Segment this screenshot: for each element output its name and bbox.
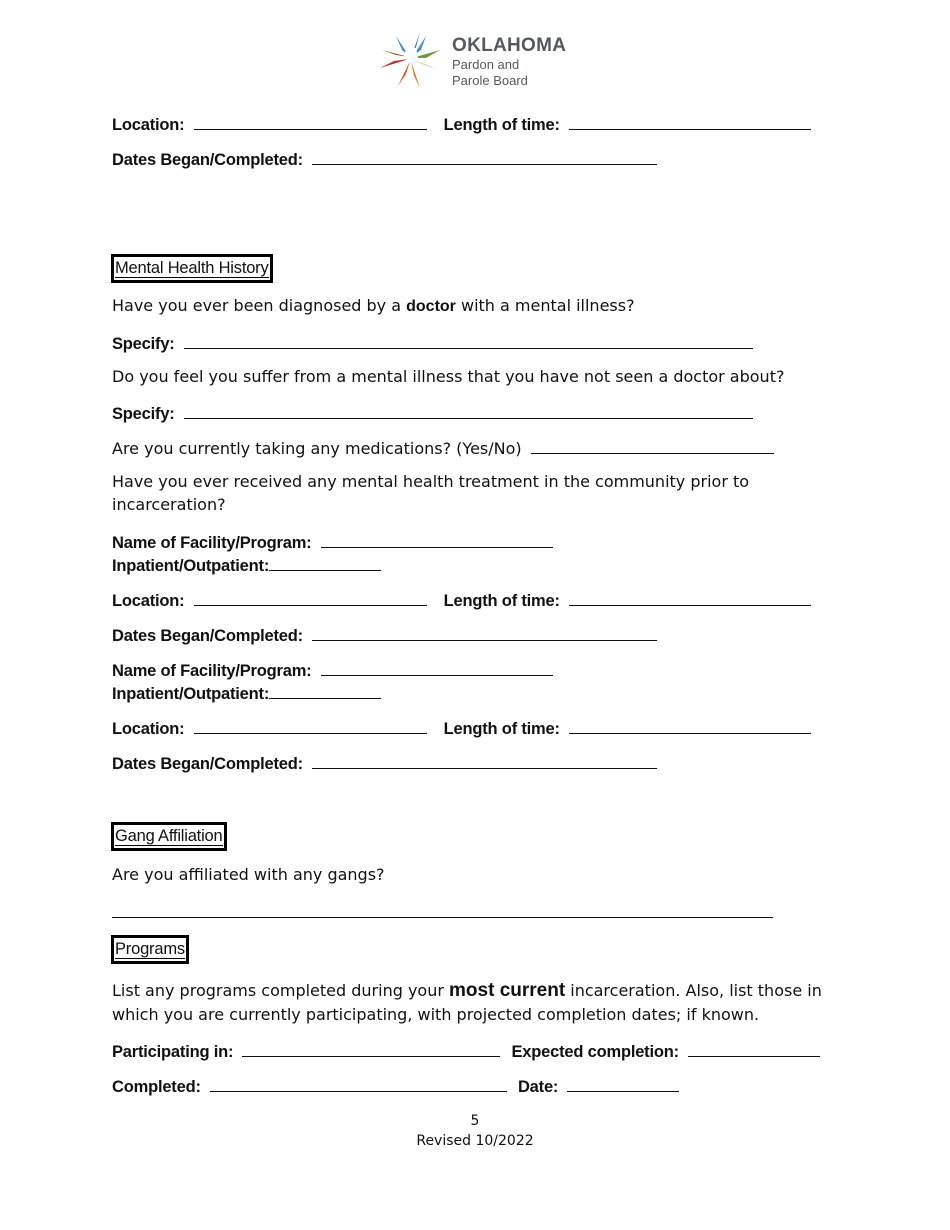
participating-row bbox=[112, 1040, 820, 1062]
length-field[interactable] bbox=[569, 113, 811, 130]
completed-row bbox=[112, 1075, 679, 1097]
specify-row-1 bbox=[112, 332, 753, 354]
treatment-question-line-2: incarceration? bbox=[112, 495, 226, 514]
dates-field-2[interactable] bbox=[312, 752, 657, 769]
length-label-2: Length of time: bbox=[443, 720, 560, 738]
location-field-2[interactable] bbox=[194, 717, 427, 734]
medications-field[interactable] bbox=[531, 437, 774, 454]
length-label: Length of time: bbox=[443, 592, 560, 610]
page-number: 5 bbox=[470, 1113, 480, 1129]
medications-question: Are you currently taking any medications? (Yes/No) bbox=[112, 439, 522, 458]
doctor-emphasis: doctor bbox=[406, 298, 456, 315]
inpatient-field-1[interactable] bbox=[269, 554, 381, 571]
participating-label: Participating in: bbox=[112, 1043, 234, 1061]
dates-row-2 bbox=[112, 752, 657, 774]
specify-field-2[interactable] bbox=[184, 402, 753, 419]
location-row-2 bbox=[112, 717, 811, 739]
medications-row bbox=[112, 437, 774, 459]
dates-label: Dates Began/Completed: bbox=[112, 627, 303, 645]
facility-label: Name of Facility/Program: bbox=[112, 534, 312, 552]
dates-label: Dates Began/Completed: bbox=[112, 151, 303, 169]
dates-row-1 bbox=[112, 624, 657, 646]
location-label-2: Location: bbox=[112, 720, 185, 738]
inpatient-field-2[interactable] bbox=[269, 682, 381, 699]
completed-label: Completed: bbox=[112, 1078, 201, 1096]
treatment-question-line-1: Have you ever received any mental health treatment in the community prior to bbox=[112, 472, 750, 491]
diagnosed-question: Have you ever been diagnosed by a doctor with a mental illness? bbox=[112, 296, 635, 315]
dates-row-top bbox=[112, 148, 657, 170]
dates-field-1[interactable] bbox=[312, 624, 657, 641]
participating-field[interactable] bbox=[242, 1040, 500, 1057]
location-field[interactable] bbox=[194, 113, 427, 130]
dates-field[interactable] bbox=[312, 148, 657, 165]
logo-line-2: Parole Board bbox=[452, 73, 528, 88]
gang-question: Are you affiliated with any gangs? bbox=[112, 865, 385, 884]
gang-answer-field[interactable] bbox=[112, 916, 773, 918]
revised-date: Revised 10/2022 bbox=[416, 1133, 534, 1149]
specify-row-2 bbox=[112, 402, 753, 424]
date-field[interactable] bbox=[567, 1075, 679, 1092]
star-icon bbox=[376, 28, 446, 92]
location-row-top bbox=[112, 113, 811, 135]
facility-row-1 bbox=[112, 531, 553, 553]
most-current-emphasis: most current bbox=[449, 980, 566, 1001]
length-field-1[interactable] bbox=[569, 589, 811, 606]
facility-row-2 bbox=[112, 659, 553, 681]
facility-field-2[interactable] bbox=[321, 659, 553, 676]
logo-title: OKLAHOMA bbox=[452, 35, 567, 56]
date-label: Date: bbox=[517, 1078, 559, 1096]
length-label: Length of time: bbox=[443, 116, 560, 134]
location-field-1[interactable] bbox=[194, 589, 427, 606]
oklahoma-pardon-parole-board-logo bbox=[376, 28, 576, 92]
facility-label-2: Name of Facility/Program: bbox=[112, 662, 312, 680]
programs-heading: Programs bbox=[111, 935, 189, 964]
gang-affiliation-heading: Gang Affiliation bbox=[111, 822, 227, 851]
location-label: Location: bbox=[112, 116, 185, 134]
undiagnosed-question: Do you feel you suffer from a mental illness that you have not seen a doctor about? bbox=[112, 367, 785, 386]
mental-health-heading: Mental Health History bbox=[111, 254, 273, 283]
programs-instructions-line-2: which you are currently participating, with projected completion dates; if known. bbox=[112, 1005, 760, 1024]
length-field-2[interactable] bbox=[569, 717, 811, 734]
logo-line-1: Pardon and bbox=[452, 57, 520, 72]
inpatient-label-2: Inpatient/Outpatient: bbox=[112, 685, 270, 703]
programs-instructions-line-1: List any programs completed during your most current incarceration. Also, list those in bbox=[112, 980, 822, 1001]
specify-label: Specify: bbox=[112, 335, 175, 353]
inpatient-label: Inpatient/Outpatient: bbox=[112, 557, 270, 575]
specify-label-2: Specify: bbox=[112, 405, 175, 423]
expected-completion-field[interactable] bbox=[688, 1040, 820, 1057]
specify-field-1[interactable] bbox=[184, 332, 753, 349]
inpatient-row-2 bbox=[112, 682, 381, 704]
expected-completion-label: Expected completion: bbox=[511, 1043, 679, 1061]
inpatient-row-1 bbox=[112, 554, 381, 576]
dates-label-2: Dates Began/Completed: bbox=[112, 755, 303, 773]
facility-field-1[interactable] bbox=[321, 531, 553, 548]
completed-field[interactable] bbox=[210, 1075, 507, 1092]
location-label: Location: bbox=[112, 592, 185, 610]
location-row-1 bbox=[112, 589, 811, 611]
